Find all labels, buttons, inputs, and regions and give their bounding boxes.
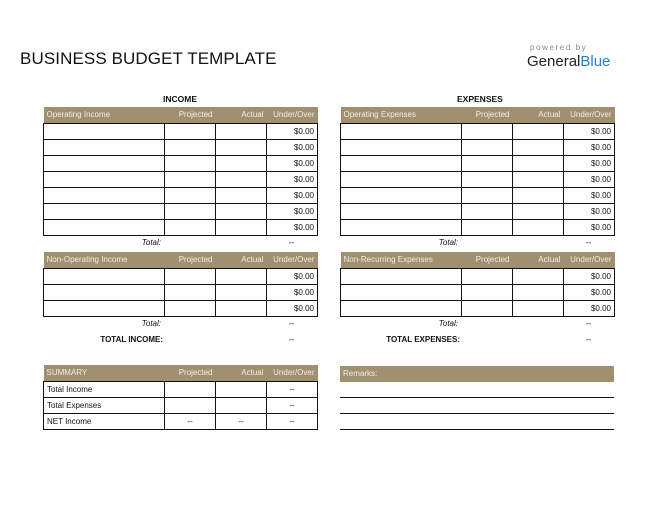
cell-projected[interactable] <box>462 139 513 155</box>
cell-projected[interactable] <box>462 300 513 316</box>
cell-projected[interactable] <box>462 268 513 284</box>
cell-actual[interactable] <box>513 284 564 300</box>
cell-projected[interactable] <box>165 381 216 397</box>
cell-name[interactable] <box>341 155 462 171</box>
cell-actual[interactable] <box>513 187 564 203</box>
col-header-name: Non-Recurring Expenses <box>341 252 462 268</box>
cell-under-over[interactable]: $0.00 <box>267 155 318 171</box>
table-row <box>341 139 615 155</box>
cell-under-over[interactable]: $0.00 <box>267 268 318 284</box>
cell-actual[interactable] <box>513 219 564 235</box>
total-income-value: -- <box>288 335 295 344</box>
cell-actual[interactable] <box>216 171 267 187</box>
cell-projected[interactable] <box>165 171 216 187</box>
cell-actual[interactable] <box>216 203 267 219</box>
cell-actual[interactable] <box>216 123 267 139</box>
cell-name[interactable] <box>44 300 165 316</box>
table-row <box>341 219 615 235</box>
brand-blue: Blue <box>580 53 611 70</box>
cell-name[interactable] <box>44 203 165 219</box>
cell-under-over[interactable]: -- <box>267 413 318 429</box>
summary-table <box>43 365 318 430</box>
cell-name[interactable] <box>341 139 462 155</box>
col-header-name: Non-Operating Income <box>44 252 165 268</box>
cell-actual[interactable] <box>513 139 564 155</box>
cell-under-over[interactable]: $0.00 <box>564 155 615 171</box>
cell-under-over[interactable]: $0.00 <box>564 123 615 139</box>
cell-under-over[interactable]: $0.00 <box>564 268 615 284</box>
col-header-under-over: Under/Over <box>267 107 318 123</box>
cell-projected[interactable] <box>165 284 216 300</box>
income-section-title: INCOME <box>163 94 197 104</box>
table-row <box>44 203 318 219</box>
cell-projected[interactable] <box>462 171 513 187</box>
cell-projected[interactable] <box>165 268 216 284</box>
cell-name[interactable] <box>44 219 165 235</box>
cell-actual[interactable] <box>216 155 267 171</box>
cell-name[interactable] <box>341 203 462 219</box>
cell-actual[interactable] <box>216 219 267 235</box>
cell-under-over[interactable]: $0.00 <box>267 203 318 219</box>
cell-projected[interactable] <box>165 155 216 171</box>
cell-projected[interactable] <box>462 284 513 300</box>
cell-under-over[interactable]: $0.00 <box>564 139 615 155</box>
cell-under-over[interactable]: $0.00 <box>267 300 318 316</box>
cell-actual[interactable] <box>216 284 267 300</box>
cell-projected[interactable] <box>165 300 216 316</box>
brand-logo <box>527 53 610 70</box>
cell-name[interactable] <box>341 219 462 235</box>
cell-name[interactable] <box>44 139 165 155</box>
cell-under-over[interactable]: $0.00 <box>564 300 615 316</box>
operating-expenses-table <box>340 107 615 236</box>
col-header-name: Operating Income <box>44 107 165 123</box>
operating-expenses-total-label: Total: <box>438 238 458 247</box>
cell-projected[interactable] <box>165 397 216 413</box>
cell-actual[interactable]: -- <box>216 413 267 429</box>
col-header-name: Operating Expenses <box>341 107 462 123</box>
cell-actual[interactable] <box>216 397 267 413</box>
cell-name[interactable] <box>341 171 462 187</box>
col-header-actual: Actual <box>216 107 267 123</box>
cell-under-over[interactable]: $0.00 <box>564 219 615 235</box>
col-header-projected: Projected <box>165 107 216 123</box>
total-income-label: TOTAL INCOME: <box>100 335 163 344</box>
cell-name[interactable] <box>341 284 462 300</box>
remarks-line-2[interactable] <box>340 413 614 414</box>
cell-under-over[interactable]: $0.00 <box>267 187 318 203</box>
table-row <box>341 268 615 284</box>
table-row <box>44 413 318 429</box>
remarks-header: Remarks: <box>340 366 614 382</box>
table-row <box>341 155 615 171</box>
cell-projected[interactable]: -- <box>165 413 216 429</box>
cell-actual[interactable] <box>513 123 564 139</box>
powered-by-label: powered by <box>530 43 588 52</box>
col-header-under-over: Under/Over <box>267 365 318 381</box>
cell-under-over[interactable]: -- <box>267 381 318 397</box>
cell-actual[interactable] <box>216 139 267 155</box>
cell-name[interactable] <box>341 123 462 139</box>
total-expenses-label: TOTAL EXPENSES: <box>386 335 460 344</box>
col-header-name: SUMMARY <box>44 365 165 381</box>
cell-under-over[interactable]: $0.00 <box>267 123 318 139</box>
table-row <box>44 300 318 316</box>
non-recurring-expenses-total-label: Total: <box>438 319 458 328</box>
col-header-projected: Projected <box>165 252 216 268</box>
cell-name[interactable] <box>341 187 462 203</box>
cell-actual[interactable] <box>513 203 564 219</box>
cell-projected[interactable] <box>462 187 513 203</box>
remarks-line-3[interactable] <box>340 429 614 430</box>
cell-actual[interactable] <box>216 187 267 203</box>
cell-under-over[interactable]: $0.00 <box>564 203 615 219</box>
cell-name[interactable] <box>44 155 165 171</box>
cell-name[interactable] <box>44 171 165 187</box>
cell-projected[interactable] <box>462 123 513 139</box>
cell-under-over[interactable]: $0.00 <box>267 171 318 187</box>
table-row <box>341 123 615 139</box>
table-row <box>44 268 318 284</box>
operating-income-total-value: -- <box>288 238 295 247</box>
non-operating-income-total-label: Total: <box>141 319 161 328</box>
table-row <box>44 187 318 203</box>
col-header-projected: Projected <box>165 365 216 381</box>
cell-under-over[interactable]: $0.00 <box>267 284 318 300</box>
operating-income-total-label: Total: <box>141 238 161 247</box>
col-header-actual: Actual <box>513 252 564 268</box>
table-row <box>341 300 615 316</box>
col-header-actual: Actual <box>216 252 267 268</box>
table-row <box>44 397 318 413</box>
cell-under-over[interactable]: $0.00 <box>267 219 318 235</box>
cell-name[interactable] <box>341 300 462 316</box>
cell-projected[interactable] <box>462 219 513 235</box>
cell-name[interactable] <box>341 268 462 284</box>
col-header-under-over: Under/Over <box>564 107 615 123</box>
col-header-projected: Projected <box>462 107 513 123</box>
cell-name: NET Income <box>44 413 165 429</box>
table-row <box>44 219 318 235</box>
cell-actual[interactable] <box>513 155 564 171</box>
non-recurring-expenses-total-value: -- <box>585 319 592 328</box>
non-operating-income-table <box>43 252 318 317</box>
cell-projected[interactable] <box>165 203 216 219</box>
cell-name[interactable] <box>44 284 165 300</box>
expenses-section-title: EXPENSES <box>457 94 503 104</box>
cell-name: Total Income <box>44 381 165 397</box>
cell-name[interactable] <box>44 123 165 139</box>
operating-expenses-total-value: -- <box>585 238 592 247</box>
brand-general: General <box>527 53 581 70</box>
table-row <box>44 284 318 300</box>
page-title: BUSINESS BUDGET TEMPLATE <box>20 49 277 68</box>
non-operating-income-total-value: -- <box>288 319 295 328</box>
total-expenses-value: -- <box>585 335 592 344</box>
col-header-under-over: Under/Over <box>564 252 615 268</box>
cell-actual[interactable] <box>513 300 564 316</box>
cell-actual[interactable] <box>216 381 267 397</box>
cell-projected[interactable] <box>462 203 513 219</box>
table-row <box>44 155 318 171</box>
table-row <box>341 171 615 187</box>
cell-actual[interactable] <box>216 268 267 284</box>
cell-under-over[interactable]: $0.00 <box>564 187 615 203</box>
cell-name[interactable] <box>44 187 165 203</box>
cell-projected[interactable] <box>165 123 216 139</box>
table-row <box>44 171 318 187</box>
cell-under-over[interactable]: -- <box>267 397 318 413</box>
operating-income-table <box>43 107 318 236</box>
table-row <box>341 203 615 219</box>
cell-actual[interactable] <box>513 268 564 284</box>
cell-projected[interactable] <box>462 155 513 171</box>
cell-under-over[interactable]: $0.00 <box>267 139 318 155</box>
cell-projected[interactable] <box>165 139 216 155</box>
cell-actual[interactable] <box>513 171 564 187</box>
col-header-under-over: Under/Over <box>267 252 318 268</box>
cell-actual[interactable] <box>216 300 267 316</box>
table-row <box>44 139 318 155</box>
table-row <box>341 284 615 300</box>
cell-projected[interactable] <box>165 187 216 203</box>
remarks-line-1[interactable] <box>340 397 614 398</box>
cell-under-over[interactable]: $0.00 <box>564 171 615 187</box>
non-recurring-expenses-table <box>340 252 615 317</box>
col-header-projected: Projected <box>462 252 513 268</box>
cell-under-over[interactable]: $0.00 <box>564 284 615 300</box>
cell-name: Total Expenses <box>44 397 165 413</box>
table-row <box>44 381 318 397</box>
table-row <box>341 187 615 203</box>
col-header-actual: Actual <box>513 107 564 123</box>
col-header-actual: Actual <box>216 365 267 381</box>
cell-name[interactable] <box>44 268 165 284</box>
cell-projected[interactable] <box>165 219 216 235</box>
table-row <box>44 123 318 139</box>
